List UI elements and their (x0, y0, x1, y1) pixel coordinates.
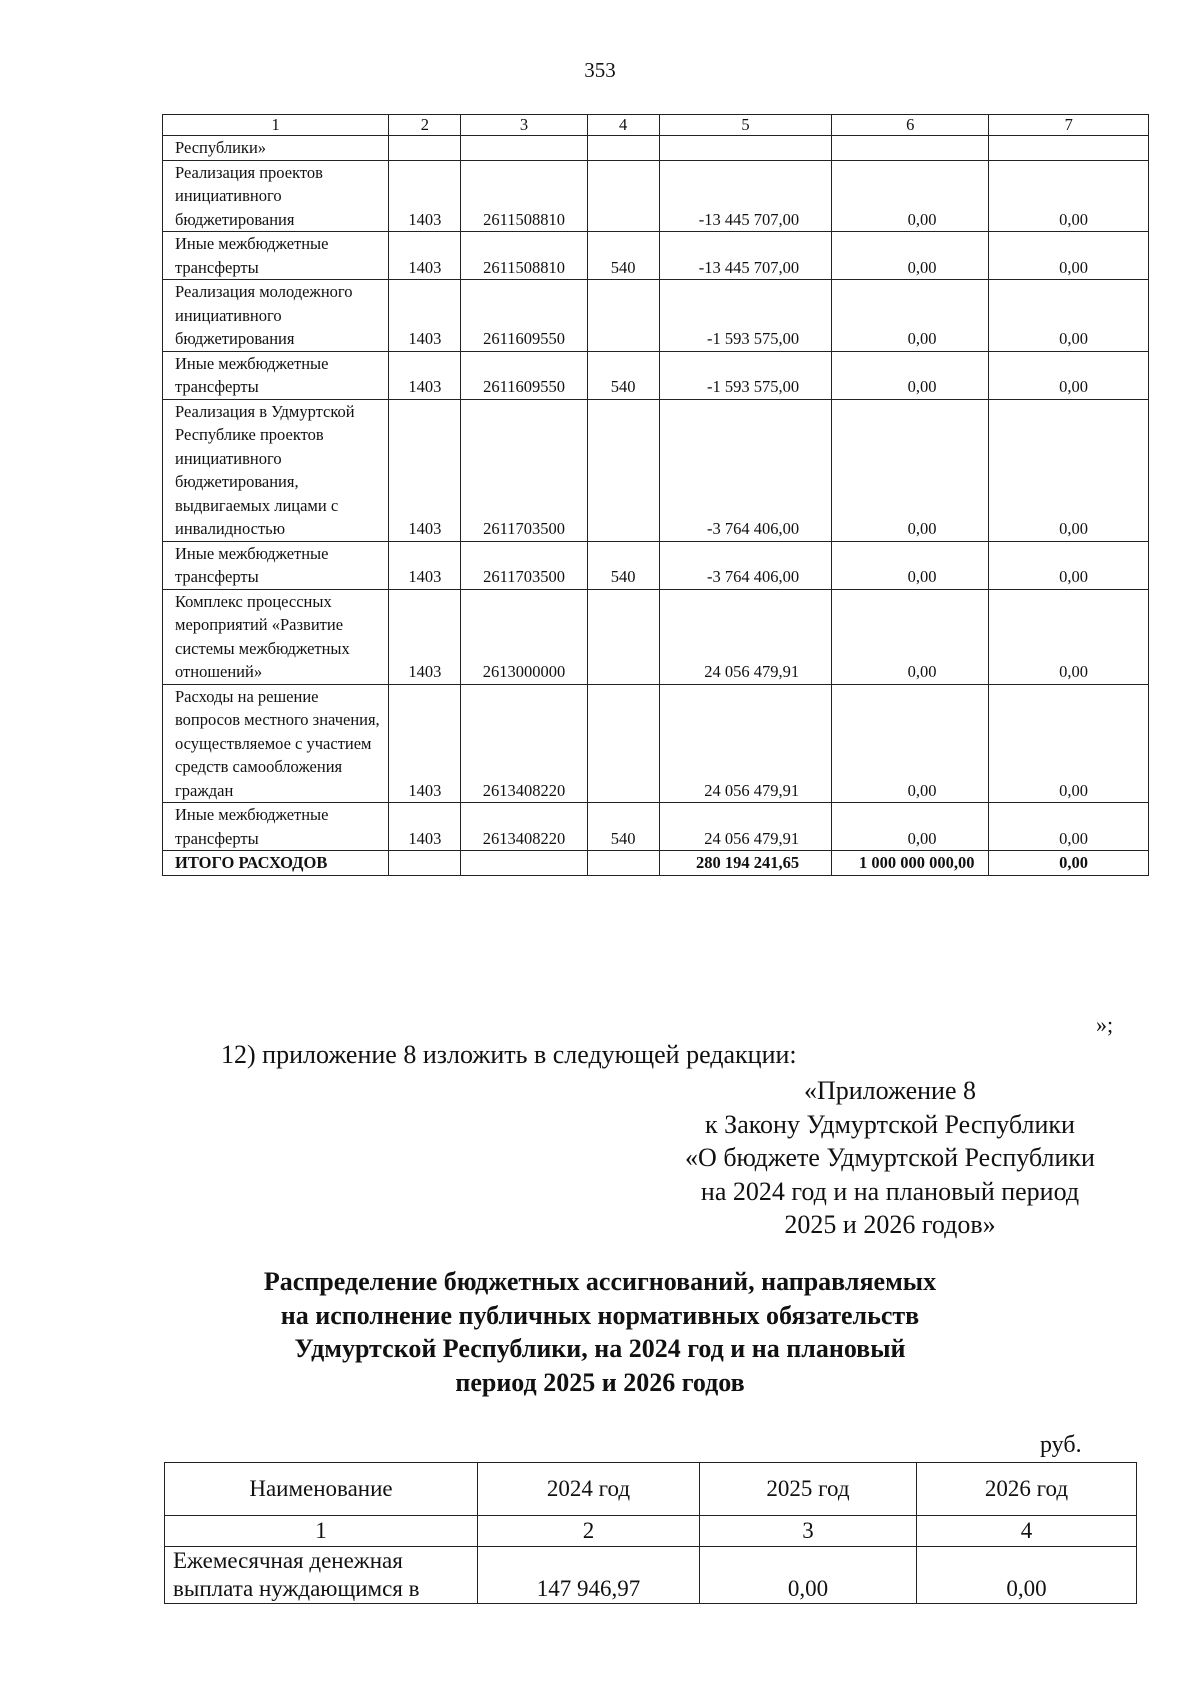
table-row (163, 399, 1149, 541)
amount-2026: 0,00 (989, 684, 1149, 803)
row-name: Республики» (163, 136, 389, 161)
amount-2025: 0,00 (832, 589, 989, 684)
target-article-code: 2611609550 (461, 280, 587, 352)
expense-type-code (587, 280, 659, 352)
row-name: Реализация молодежного инициативного бюджетирования (163, 280, 389, 352)
heading-line: Распределение бюджетных ассигнований, направляемых (263, 1267, 937, 1296)
amount-2026: 0,00 (989, 803, 1149, 851)
amount-2025: 0,00 (832, 684, 989, 803)
column-index: 2 (478, 1516, 700, 1547)
units-label: руб. (1040, 1432, 1082, 1458)
amount-2024 (659, 136, 831, 161)
expense-type-code: 540 (587, 232, 659, 280)
table-row (163, 589, 1149, 684)
expense-type-code: 540 (587, 351, 659, 399)
expense-type-code (587, 136, 659, 161)
expense-type-code: 540 (587, 541, 659, 589)
heading-line: на исполнение публичных нормативных обязательств (280, 1300, 920, 1330)
target-article-code (461, 136, 587, 161)
row-name: Реализация проектов инициативного бюджетирования (163, 160, 389, 232)
target-article-code: 2613000000 (461, 589, 587, 684)
row-name: Иные межбюджетные трансферты (163, 541, 389, 589)
amount-2026: 0,00 (989, 399, 1149, 541)
amount-2026: 0,00 (989, 232, 1149, 280)
section-code (389, 136, 461, 161)
table-row (163, 280, 1149, 352)
section-code: 1403 (389, 803, 461, 851)
heading-line: Удмуртской Республики, на 2024 год и на плановый (294, 1334, 906, 1363)
table-row (165, 1547, 1137, 1604)
target-article-code: 2611508810 (461, 232, 587, 280)
expense-type-code (587, 399, 659, 541)
amount-2025 (832, 136, 989, 161)
row-name: Иные межбюджетные трансферты (163, 232, 389, 280)
table-row (163, 351, 1149, 399)
appendix-line: «О бюджете Удмуртской Республики (685, 1143, 1095, 1172)
target-article-code: 2613408220 (461, 803, 587, 851)
column-header: 5 (659, 115, 831, 136)
amendment-item-12: 12) приложение 8 изложить в следующей редакции: (221, 1040, 797, 1069)
column-header: 2025 год (700, 1463, 917, 1516)
table-row (163, 232, 1149, 280)
column-index: 3 (700, 1516, 917, 1547)
target-article-code: 2613408220 (461, 684, 587, 803)
section-code: 1403 (389, 160, 461, 232)
amount-2025: 0,00 (832, 351, 989, 399)
appendix-caption (640, 1074, 1140, 1242)
section-code: 1403 (389, 351, 461, 399)
amount-2026: 0,00 (989, 589, 1149, 684)
amount-2026: 0,00 (989, 160, 1149, 232)
table-header-row (165, 1463, 1137, 1516)
table-row (163, 160, 1149, 232)
column-header: 2026 год (917, 1463, 1137, 1516)
amount-2024: 24 056 479,91 (659, 803, 831, 851)
amount-2024: 24 056 479,91 (659, 684, 831, 803)
heading-line: период 2025 и 2026 годов (455, 1367, 745, 1397)
row-name: Расходы на решение вопросов местного значения, осуществляемое с участием средств самообложения граждан (163, 684, 389, 803)
amount-2026 (989, 136, 1149, 161)
row-name: Комплекс процессных мероприятий «Развитие системы межбюджетных отношений» (163, 589, 389, 684)
amount-2024: -3 764 406,00 (659, 541, 831, 589)
table-row (163, 803, 1149, 851)
expense-type-code (587, 684, 659, 803)
row-name: Иные межбюджетные трансферты (163, 803, 389, 851)
expense-table (162, 114, 1149, 876)
appendix-line: «Приложение 8 (803, 1076, 977, 1105)
column-header: 3 (461, 115, 587, 136)
section-code: 1403 (389, 684, 461, 803)
amount-2025: 0,00 (832, 160, 989, 232)
table-row (163, 541, 1149, 589)
total-2024: 280 194 241,65 (659, 851, 831, 876)
obligations-table (164, 1462, 1137, 1604)
column-header: 6 (832, 115, 989, 136)
expense-type-code: 540 (587, 803, 659, 851)
expense-type-code (587, 160, 659, 232)
amount-2024: 147 946,97 (478, 1547, 700, 1604)
table-header-row (163, 115, 1149, 136)
amount-2026: 0,00 (917, 1547, 1137, 1604)
amount-2025: 0,00 (832, 232, 989, 280)
table-row (163, 684, 1149, 803)
row-name: Ежемесячная денежная выплата нуждающимся в (165, 1547, 478, 1604)
appendix-line: на 2024 год и на плановый период (700, 1176, 1080, 1206)
total-row (163, 851, 1149, 876)
target-article-code: 2611508810 (461, 160, 587, 232)
amount-2024: -13 445 707,00 (659, 232, 831, 280)
closing-quote: »; (1096, 1012, 1114, 1037)
target-article-code: 2611609550 (461, 351, 587, 399)
section-code: 1403 (389, 399, 461, 541)
section-heading (200, 1265, 1000, 1399)
column-header: 4 (587, 115, 659, 136)
amount-2025: 0,00 (832, 280, 989, 352)
section-code: 1403 (389, 589, 461, 684)
column-header: 2024 год (478, 1463, 700, 1516)
column-header: Наименование (165, 1463, 478, 1516)
amount-2025: 0,00 (832, 803, 989, 851)
amount-2024: -13 445 707,00 (659, 160, 831, 232)
column-header: 7 (989, 115, 1149, 136)
appendix-line: к Закону Удмуртской Республики (705, 1109, 1075, 1139)
appendix-line: 2025 и 2026 годов» (784, 1210, 996, 1239)
page-number: 353 (584, 58, 616, 82)
amount-2024: -3 764 406,00 (659, 399, 831, 541)
table-row (163, 136, 1149, 161)
column-header: 1 (163, 115, 389, 136)
section-code: 1403 (389, 541, 461, 589)
expense-type-code (587, 589, 659, 684)
amount-2025: 0,00 (832, 399, 989, 541)
total-label: ИТОГО РАСХОДОВ (163, 851, 389, 876)
target-article-code: 2611703500 (461, 399, 587, 541)
amount-2026: 0,00 (989, 541, 1149, 589)
amount-2024: -1 593 575,00 (659, 351, 831, 399)
row-name: Иные межбюджетные трансферты (163, 351, 389, 399)
section-code: 1403 (389, 232, 461, 280)
amount-2024: -1 593 575,00 (659, 280, 831, 352)
row-name: Реализация в Удмуртской Республике проектов инициативного бюджетирования, выдвигаемых лицами с инвалидностью (163, 399, 389, 541)
total-2025: 1 000 000 000,00 (832, 851, 989, 876)
column-index: 4 (917, 1516, 1137, 1547)
section-code: 1403 (389, 280, 461, 352)
target-article-code: 2611703500 (461, 541, 587, 589)
amount-2026: 0,00 (989, 351, 1149, 399)
column-header: 2 (389, 115, 461, 136)
total-2026: 0,00 (989, 851, 1149, 876)
amount-2025: 0,00 (832, 541, 989, 589)
column-index-row (165, 1516, 1137, 1547)
amount-2026: 0,00 (989, 280, 1149, 352)
column-index: 1 (165, 1516, 478, 1547)
amount-2025: 0,00 (700, 1547, 917, 1604)
amount-2024: 24 056 479,91 (659, 589, 831, 684)
